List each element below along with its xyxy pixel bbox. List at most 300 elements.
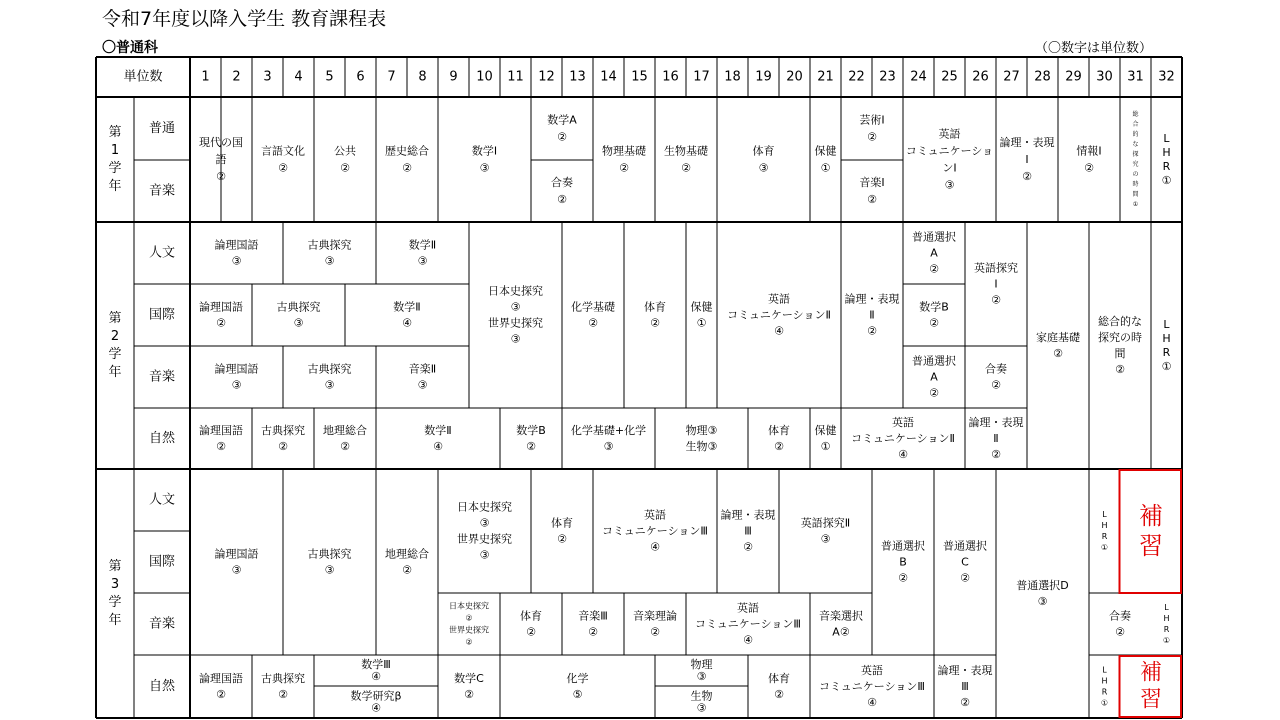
course-text: ② [557, 193, 567, 206]
course-text: 化学 [566, 672, 589, 685]
track-label [149, 121, 175, 136]
course-text: ② [340, 161, 350, 175]
course-text: 12 [538, 69, 555, 85]
course-cell [819, 609, 863, 639]
course-text: L [1164, 603, 1169, 612]
course-text: 合奏 [1109, 609, 1131, 623]
course-text: 英語 [892, 416, 914, 429]
course-text: 英語 [737, 601, 759, 615]
course-text: 総 [1132, 111, 1139, 118]
course-text: 数学Ⅱ [408, 238, 437, 252]
course-text: 普通選択 [912, 230, 956, 244]
course-text: 自然 [148, 431, 176, 446]
course-text: 古典探究 [261, 424, 305, 437]
course-text: 5 [325, 69, 334, 85]
course-text: 7 [387, 69, 396, 85]
course-text: Ⅱ [869, 308, 875, 322]
course-text: L [1163, 132, 1170, 145]
course-text: 英語探究 [974, 261, 1018, 275]
course-text: ④ [371, 701, 381, 715]
course-text: 間 [1114, 347, 1126, 360]
course-text: ③ [293, 316, 304, 330]
course-text: Ⅰ [994, 277, 998, 291]
course-cell [906, 127, 993, 192]
course-cell [691, 300, 713, 330]
course-cell [859, 175, 884, 206]
course-text: R [1101, 532, 1108, 541]
supplementary-label [1140, 661, 1162, 713]
course-text: R [1162, 160, 1171, 173]
course-text: ③ [324, 378, 335, 392]
course-text: ② [526, 440, 536, 453]
course-text: 6 [356, 69, 365, 85]
course-text: 地理総合 [323, 424, 367, 437]
unit-number [662, 70, 679, 85]
course-cell [449, 601, 489, 647]
course-text: ③ [603, 440, 614, 453]
course-text: ② [774, 440, 784, 453]
course-text: 論理・表現 [844, 292, 900, 306]
course-cell [277, 300, 321, 330]
course-cell [1162, 132, 1172, 187]
course-text: 1 [110, 143, 120, 158]
course-text: ② [619, 161, 629, 175]
course-text: コミュニケーションⅢ [602, 524, 708, 538]
course-text: 論理・表現 [720, 508, 776, 522]
course-text: C [961, 555, 969, 569]
course-name: 〇普通科 [102, 40, 158, 56]
course-cell [215, 238, 259, 268]
course-text: 3 [110, 577, 120, 592]
course-text: ③ [231, 254, 242, 268]
course-text: ② [681, 161, 691, 175]
unit-number [910, 70, 927, 85]
course-text: 公共 [334, 144, 356, 158]
course-cell [691, 689, 713, 715]
course-text: 数学Ⅱ [393, 300, 421, 314]
course-text: 年 [108, 179, 122, 194]
course-cell [1000, 135, 1055, 183]
course-text: ② [1053, 347, 1063, 360]
course-text: ② [402, 563, 412, 577]
course-text: 情報Ⅰ [1076, 144, 1102, 158]
unit-number [1034, 70, 1051, 85]
course-cell [919, 300, 949, 330]
course-text: 世界史探究 [449, 625, 489, 635]
course-cell [261, 423, 305, 453]
unit-number [294, 70, 302, 85]
course-text: 英語 [938, 127, 961, 141]
course-text: ② [588, 625, 598, 639]
course-text: 学 [108, 595, 122, 610]
course-text: H [1162, 146, 1171, 159]
course-text: 生物③ [685, 440, 718, 453]
course-text: 古典探究 [276, 300, 321, 314]
course-text: 数学C [454, 672, 484, 685]
unit-number [1127, 70, 1144, 85]
course-text: ③ [231, 378, 242, 392]
course-text: 32 [1158, 69, 1175, 85]
course-cell [1109, 609, 1131, 639]
course-text: Ⅱ [993, 432, 999, 445]
course-cell [859, 113, 884, 144]
course-cell [350, 689, 401, 715]
course-text: ③ [417, 254, 428, 268]
course-text: 論理国語 [199, 672, 243, 685]
course-text: コミュニケーションⅡ [851, 432, 955, 445]
course-text: 音楽 [148, 616, 176, 632]
course-text: 学 [108, 347, 122, 362]
track-label [149, 617, 175, 632]
course-text: ② [1115, 363, 1125, 376]
course-text: ④ [371, 670, 381, 683]
course-cell [516, 423, 546, 453]
course-text: 第 [108, 125, 122, 140]
course-text: 音楽Ⅲ [578, 609, 608, 623]
unit-number [569, 70, 586, 85]
course-cell [695, 601, 801, 647]
course-text: 2 [110, 329, 120, 344]
course-text: 3 [263, 69, 272, 85]
unit-number [418, 70, 426, 85]
course-cell [845, 292, 900, 338]
course-text: ② [1022, 170, 1032, 183]
course-text: ② [650, 316, 660, 330]
course-text: 14 [600, 69, 617, 85]
unit-number [631, 70, 648, 85]
course-text: 習 [1139, 532, 1163, 560]
unit-number [356, 70, 364, 85]
course-text: 保健 [814, 144, 837, 158]
course-text: ① [1100, 698, 1109, 708]
course-cell [520, 609, 542, 639]
course-text: 探 [1132, 151, 1139, 158]
course-text: 音楽Ⅰ [859, 176, 885, 189]
course-cell [199, 136, 243, 183]
unit-number [1003, 70, 1020, 85]
course-text: 年 [108, 613, 122, 628]
track-label [149, 679, 176, 694]
course-text: 自然 [148, 679, 176, 694]
course-text: 日本史探究 [457, 500, 512, 514]
course-text: B [899, 555, 907, 569]
course-text: 音楽 [148, 369, 176, 385]
grade-label [108, 559, 121, 628]
course-cell [393, 300, 420, 330]
course-text: 国際 [148, 307, 176, 323]
course-text: L [1102, 665, 1107, 675]
unit-number [1096, 70, 1113, 85]
course-text: ② [867, 193, 877, 206]
course-cell [334, 144, 356, 175]
course-text: ② [929, 386, 939, 400]
course-cell [912, 354, 956, 400]
course-cell [768, 423, 790, 453]
course-text: ④ [402, 316, 412, 330]
course-text: ② [278, 688, 288, 701]
course-text: ② [960, 696, 970, 709]
course-text: ② [340, 440, 350, 453]
course-text: 歴史総合 [385, 144, 429, 158]
course-cell [815, 144, 837, 175]
course-text: 習 [1139, 687, 1163, 713]
course-text: ① [1100, 543, 1109, 552]
course-text: 11 [507, 69, 524, 85]
course-text: 4 [294, 69, 303, 85]
course-text: ② [774, 688, 784, 701]
course-cell [323, 423, 367, 453]
course-text: ④ [650, 540, 660, 554]
course-text: 体育 [768, 672, 790, 685]
course-text: コミュニケーションⅡ [727, 308, 831, 322]
unit-number [387, 70, 395, 85]
course-text: ③ [417, 378, 428, 392]
course-text: A [930, 246, 938, 260]
course-text: 音楽選択 [819, 609, 863, 623]
unit-number [201, 70, 209, 85]
course-cell [409, 362, 436, 392]
course-cell [912, 230, 956, 276]
course-text: ② [867, 130, 877, 144]
course-text: 単位数 [123, 69, 163, 85]
course-text: ② [216, 440, 226, 453]
course-text: ③ [696, 701, 707, 715]
course-text: 間 [1132, 191, 1139, 198]
course-text: ③ [820, 532, 831, 546]
course-text: 古典探究 [307, 238, 352, 252]
course-text: 体育 [551, 516, 573, 530]
course-text: ⑤ [572, 688, 583, 701]
course-text: ② [588, 316, 598, 330]
course-text: 27 [1003, 69, 1020, 85]
course-text: 合 [1132, 121, 1139, 128]
course-cell [602, 144, 647, 175]
course-text: 数学A [547, 113, 577, 127]
course-text: コミュニケーショ [905, 144, 994, 158]
course-text: 論理・表現 [999, 136, 1055, 149]
course-text: 日本史探究 [449, 601, 489, 611]
unit-number [848, 70, 865, 85]
course-text: ③ [479, 516, 490, 530]
course-text: 国際 [148, 554, 176, 570]
course-text: 普通選択 [881, 539, 925, 553]
course-text: 論理・表現 [968, 416, 1024, 429]
course-text: 普通 [148, 121, 176, 136]
course-cell [308, 547, 352, 577]
course-text: H [1101, 521, 1108, 530]
course-text: ③ [696, 670, 707, 683]
course-text: ② [743, 540, 753, 554]
course-cell [308, 238, 352, 268]
course-cell [974, 261, 1018, 307]
course-text: ンⅠ [942, 161, 957, 175]
course-text: 数学Ⅰ [471, 144, 498, 158]
course-text: ② [991, 378, 1001, 392]
unit-number [325, 70, 333, 85]
course-text: コミュニケーションⅢ [695, 617, 801, 631]
course-cell [488, 284, 543, 346]
course-text: 化学基礎+化学 [570, 424, 647, 437]
course-text: 18 [724, 69, 741, 85]
course-text: ② [557, 532, 567, 546]
course-text: 音楽理論 [633, 609, 677, 623]
course-text: 体育 [644, 300, 666, 314]
unit-number [538, 70, 555, 85]
course-text: ② [278, 440, 288, 453]
course-cell [571, 423, 646, 453]
course-text: 数学研究β [350, 689, 402, 703]
course-text: 芸術Ⅰ [859, 113, 885, 127]
course-text: ① [696, 316, 707, 330]
course-text: ② [557, 130, 567, 144]
unit-number [879, 70, 896, 85]
course-text: 24 [910, 69, 927, 85]
course-text: 言語文化 [261, 144, 305, 158]
course-text: 数学B [516, 424, 546, 437]
course-text: 探究の時 [1098, 331, 1142, 344]
grade-label [108, 311, 121, 380]
course-text: ① [820, 440, 831, 453]
course-text: ② [991, 293, 1001, 307]
unit-number [1065, 70, 1082, 85]
course-text: 体育 [752, 144, 775, 158]
course-text: 究 [1132, 161, 1139, 168]
course-text: 数学Ⅱ [424, 424, 452, 437]
course-cell [567, 671, 589, 701]
course-text: ③ [510, 332, 521, 346]
course-cell [551, 175, 573, 206]
course-cell [1016, 578, 1068, 608]
course-text: 21 [817, 69, 834, 85]
course-text: ④ [898, 448, 908, 461]
course-text: 音楽 [148, 183, 176, 199]
course-text: 8 [418, 69, 427, 85]
course-text: 生物基礎 [664, 144, 708, 158]
course-cell [633, 609, 677, 639]
course-text: ③ [510, 300, 521, 314]
course-text: 論理国語 [199, 424, 243, 437]
course-cell [215, 362, 259, 392]
course-cell [938, 663, 993, 709]
course-cell [969, 415, 1024, 461]
course-cell [1132, 110, 1139, 208]
course-text: 論理国語 [199, 300, 243, 314]
course-text: 合奏 [985, 362, 1007, 376]
course-text: ③ [324, 254, 335, 268]
course-text: 物理 [690, 658, 713, 671]
unit-note: （〇数字は単位数） [1034, 41, 1152, 56]
course-cell [1162, 318, 1172, 373]
course-text: 世界史探究 [488, 316, 543, 330]
course-text: 25 [941, 69, 958, 85]
course-text: 古典探究 [307, 362, 352, 376]
course-cell [1163, 603, 1170, 645]
course-text: 体育 [768, 424, 790, 437]
unit-number [476, 70, 493, 85]
course-text: 現代の国 [199, 136, 243, 149]
course-cell [1036, 330, 1081, 360]
course-cell [199, 671, 243, 701]
track-label [149, 184, 175, 199]
course-text: ③ [231, 563, 242, 577]
course-cell [602, 508, 708, 554]
course-cell [547, 113, 577, 144]
course-cell [424, 423, 451, 453]
course-cell [457, 500, 512, 562]
course-text: 補 [1139, 502, 1163, 530]
course-text: 10 [476, 69, 493, 85]
course-text: ③ [324, 563, 335, 577]
course-cell [454, 671, 484, 701]
course-text: 古典探究 [261, 672, 305, 685]
course-cell [985, 362, 1007, 392]
course-cell [819, 663, 925, 709]
course-text: ③ [1037, 595, 1048, 608]
course-text: ③ [479, 548, 490, 562]
course-text: 13 [569, 69, 586, 85]
track-label [149, 431, 176, 446]
course-cell [215, 547, 259, 577]
unit-number [941, 70, 958, 85]
course-text: L [1102, 510, 1107, 519]
course-text: ④ [867, 696, 877, 709]
course-text: 音楽Ⅱ [408, 362, 437, 376]
course-cell [261, 671, 305, 701]
course-text: ① [1161, 174, 1172, 187]
course-text: ④ [774, 324, 784, 338]
course-cell [727, 292, 831, 338]
unit-number [449, 70, 457, 85]
unit-number [507, 70, 524, 85]
course-text: な [1132, 141, 1139, 148]
course-text: 論理国語 [214, 547, 259, 561]
course-text: ② [278, 161, 288, 175]
course-text: ② [402, 161, 412, 175]
course-text: ② [216, 170, 226, 183]
header-label [123, 69, 162, 85]
course-text: 15 [631, 69, 648, 85]
course-text: H [1162, 332, 1171, 345]
course-text: L [1163, 318, 1170, 331]
track-label [149, 308, 175, 323]
course-text: ② [216, 688, 226, 701]
course-text: ① [1162, 636, 1171, 645]
unit-number [972, 70, 989, 85]
course-cell [261, 144, 305, 175]
course-text: ② [216, 316, 226, 330]
course-text: ② [650, 625, 660, 639]
course-cell [1101, 666, 1108, 708]
course-cell [571, 300, 616, 330]
course-text: 30 [1096, 69, 1113, 85]
course-text: ④ [433, 440, 443, 453]
course-text: の [1132, 171, 1139, 178]
course-text: 家庭基礎 [1036, 331, 1080, 344]
course-text: 人文 [148, 492, 176, 508]
course-cell [472, 144, 497, 175]
course-cell [753, 144, 775, 175]
course-text: 普通選択 [912, 354, 956, 368]
course-text: 1 [201, 69, 210, 85]
course-text: 体育 [520, 609, 542, 623]
course-text: ② [464, 688, 474, 701]
course-text: 生物 [690, 689, 713, 703]
course-text: 26 [972, 69, 989, 85]
course-text: 古典探究 [307, 547, 352, 561]
course-text: ① [1132, 201, 1139, 208]
course-text: ③ [479, 161, 490, 175]
course-text: 年 [108, 365, 122, 380]
